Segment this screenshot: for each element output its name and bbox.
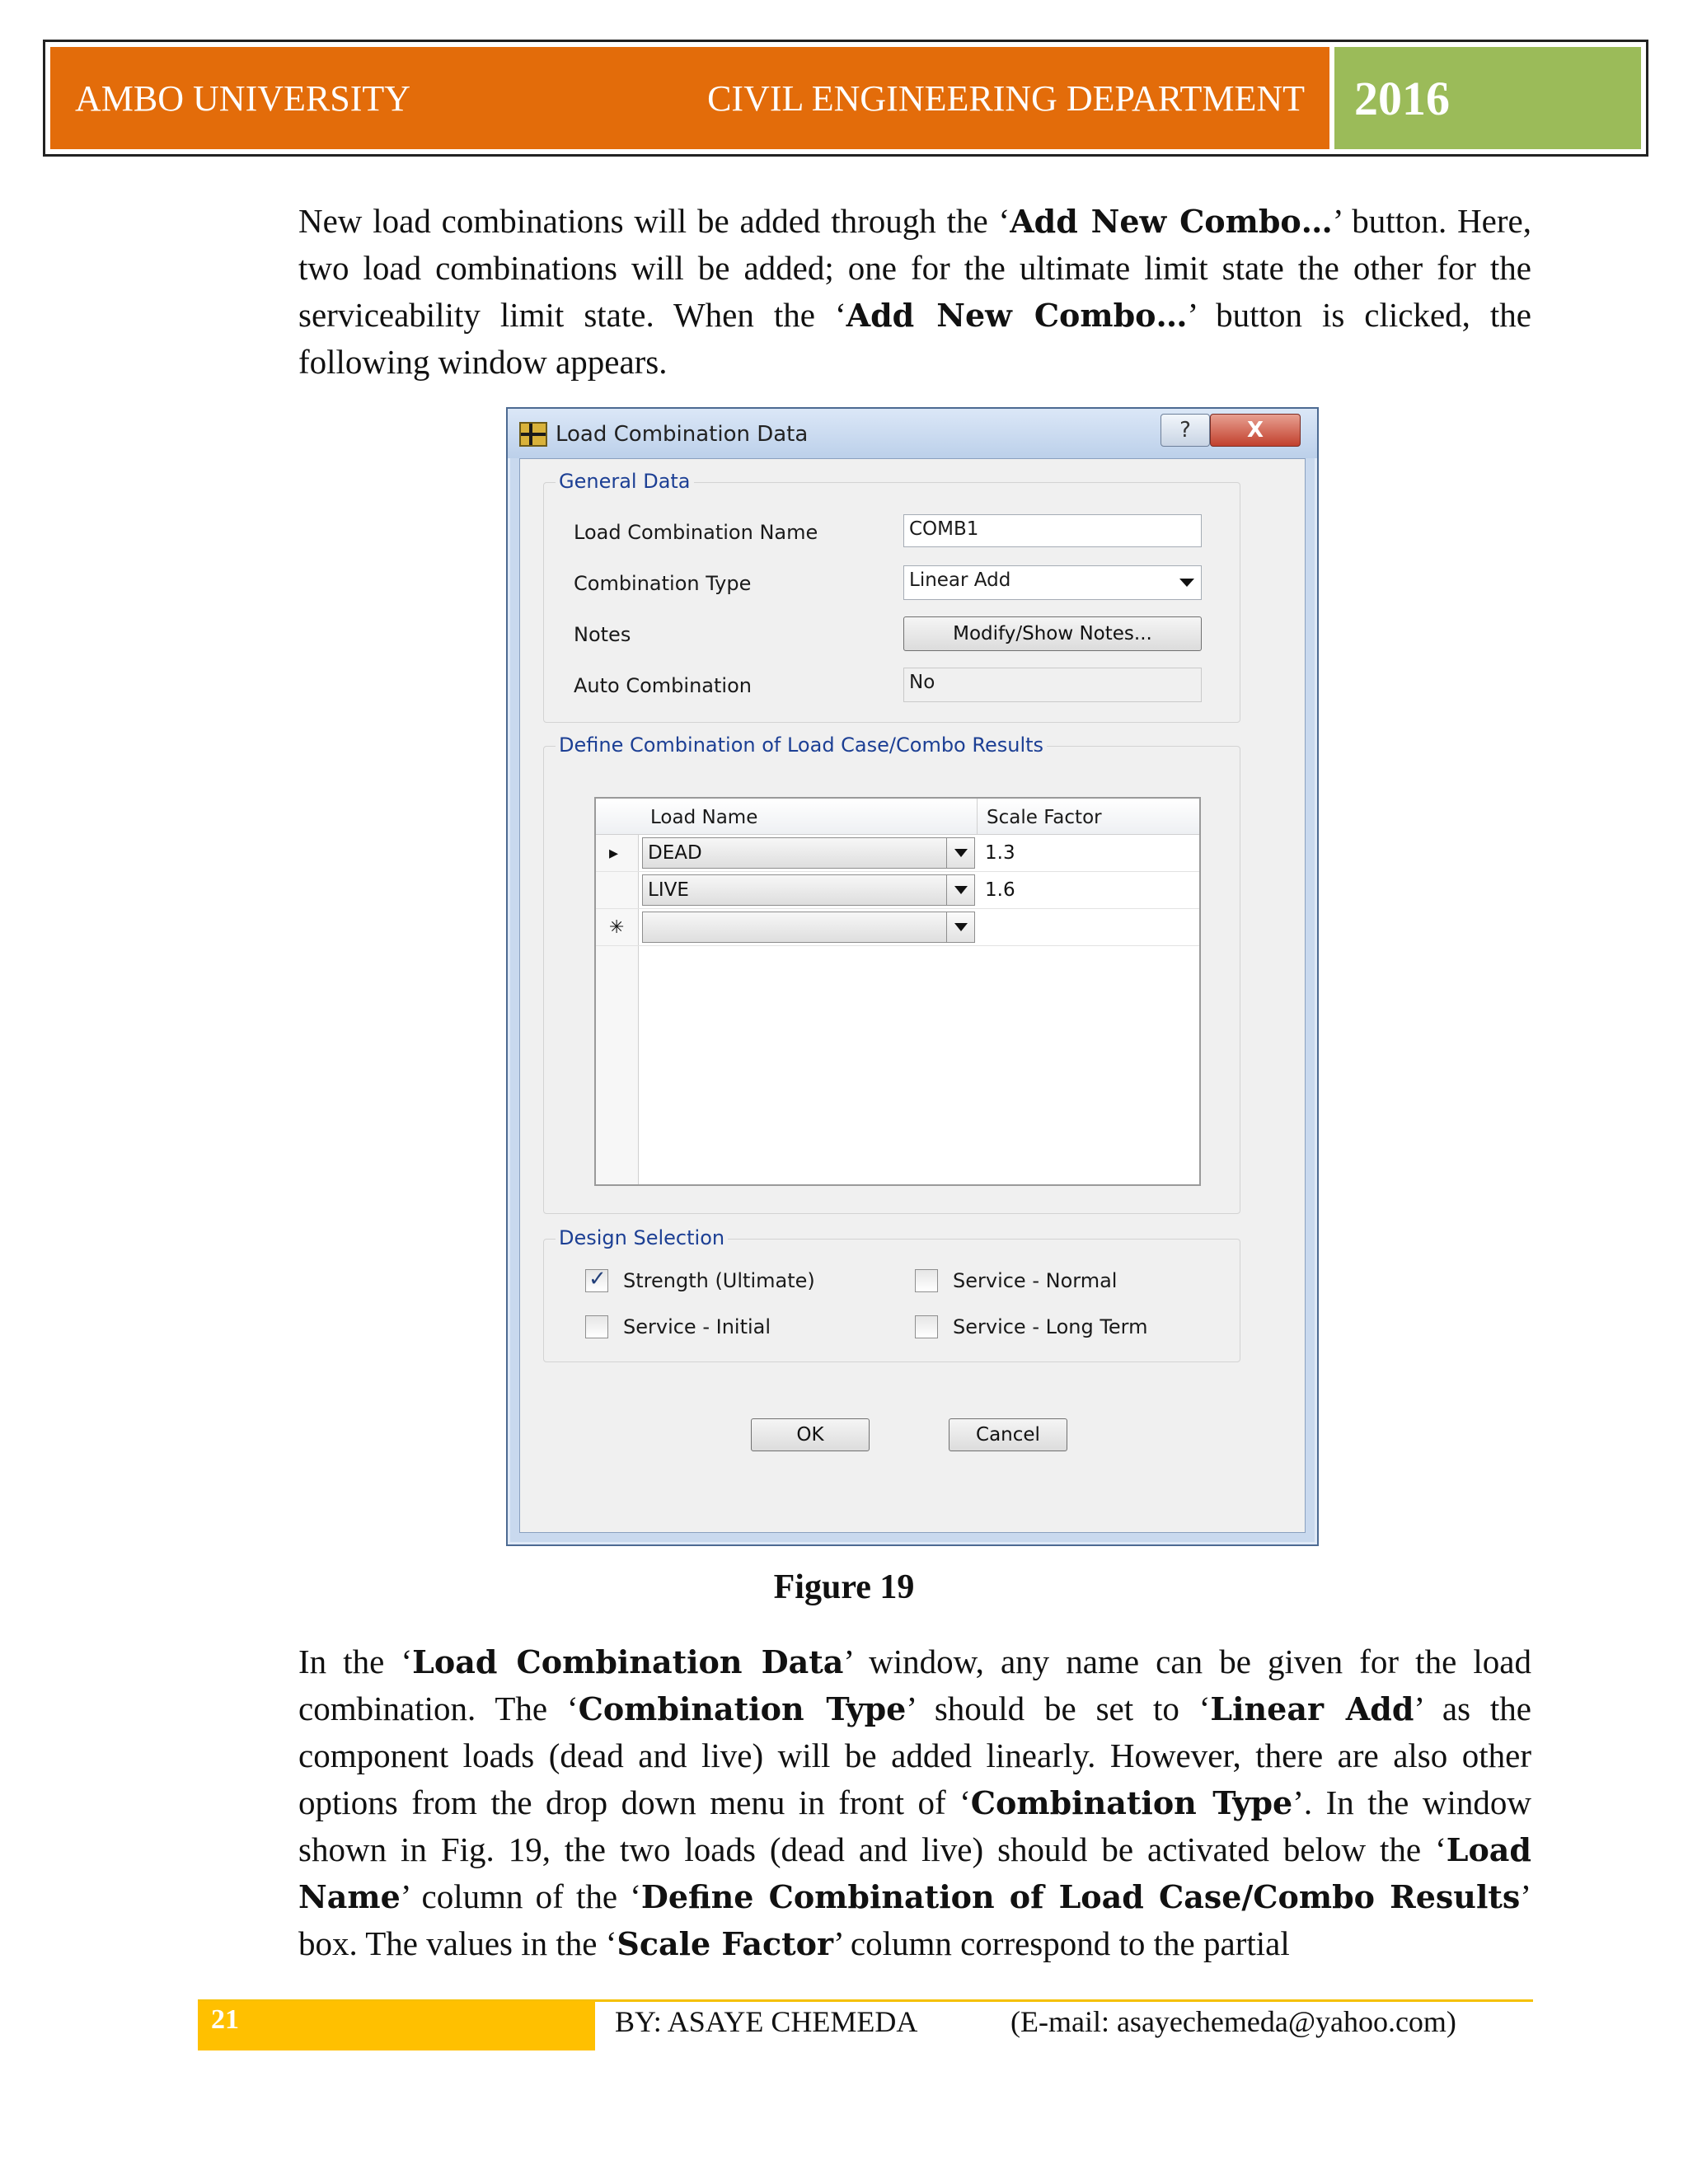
- close-button[interactable]: X: [1210, 414, 1301, 447]
- scale-factor-value[interactable]: 1.6: [985, 879, 1015, 901]
- text-run: ’ button is clicked, the following window appears.: [298, 296, 1532, 381]
- header-inner: [50, 47, 1641, 149]
- text-run: ’ column correspond to the partial: [833, 1924, 1290, 1962]
- modify-show-notes-button[interactable]: Modify/Show Notes...: [903, 616, 1202, 651]
- intro-paragraph: [298, 198, 1531, 386]
- service-long-term-checkbox[interactable]: [915, 1315, 938, 1338]
- design-selection-title: Design Selection: [556, 1226, 728, 1249]
- auto-combination-text: No: [909, 672, 935, 693]
- load-name-select[interactable]: [642, 837, 975, 869]
- text-run: New load combinations will be added through the ‘: [298, 202, 1010, 240]
- header-department: CIVIL ENGINEERING DEPARTMENT: [707, 77, 1305, 119]
- column-header-load-name[interactable]: Load Name: [650, 807, 758, 828]
- text-run: ’ button. Here, two load combinations will be added; one for the ultimate limit state the other for the serviceability limit state. When the ‘: [298, 202, 1531, 334]
- service-normal-checkbox[interactable]: [915, 1269, 938, 1292]
- text-run: ’ box. The values in the ‘: [298, 1877, 1531, 1962]
- notes-label: Notes: [574, 623, 631, 646]
- figure-caption: Figure 19: [773, 1568, 915, 1606]
- bold-run: Define Combination of Load Case/Combo Results: [640, 1878, 1521, 1915]
- combination-type-select[interactable]: [903, 565, 1202, 600]
- load-combination-name-input[interactable]: [903, 514, 1202, 547]
- header-year: 2016: [1354, 71, 1450, 125]
- dropdown-arrow-icon[interactable]: [946, 875, 974, 905]
- combination-type-value: Linear Add: [909, 569, 1011, 591]
- checkmark-icon: ✓: [588, 1267, 607, 1291]
- define-combination-title: Define Combination of Load Case/Combo Results: [556, 733, 1047, 757]
- page-number: 21: [198, 2001, 595, 2050]
- page-header: [43, 40, 1648, 157]
- auto-combination-label: Auto Combination: [574, 674, 752, 697]
- current-row-arrow-icon: ▸: [609, 843, 619, 864]
- strength-ultimate-label: Strength (Ultimate): [623, 1269, 815, 1292]
- help-button[interactable]: ?: [1160, 414, 1210, 447]
- dialog-client-area: [519, 458, 1306, 1533]
- general-data-title: General Data: [556, 470, 694, 493]
- text-run: ’ as the component loads (dead and live) will be added linearly. However, there are also other options from the drop down menu in front of ‘: [298, 1690, 1531, 1821]
- load-name-value: LIVE: [648, 879, 689, 901]
- dropdown-arrow-icon[interactable]: [946, 838, 974, 868]
- dropdown-arrow-icon: [1179, 579, 1194, 587]
- general-data-group: [543, 470, 1240, 723]
- grid-header: [596, 799, 1199, 835]
- service-initial-label: Service - Initial: [623, 1315, 771, 1338]
- footer-email: (E-mail: asayechemeda@yahoo.com): [1010, 2005, 1456, 2038]
- service-normal-label: Service - Normal: [953, 1269, 1118, 1292]
- scale-factor-value[interactable]: 1.3: [985, 842, 1015, 864]
- dropdown-arrow-icon[interactable]: [946, 912, 974, 942]
- column-header-scale-factor[interactable]: Scale Factor: [987, 807, 1102, 828]
- load-grid: [594, 797, 1201, 1186]
- load-combination-name-label: Load Combination Name: [574, 521, 818, 544]
- bold-run: Linear Add: [1210, 1690, 1414, 1727]
- load-name-select[interactable]: [642, 912, 975, 943]
- text-run: ’ column of the ‘: [400, 1877, 641, 1915]
- bold-run: Scale Factor: [617, 1925, 834, 1962]
- name-input-value: COMB1: [909, 518, 979, 540]
- text-run: ’. In the window shown in Fig. 19, the two loads (dead and live) should be activated below the ‘: [298, 1783, 1531, 1868]
- service-initial-checkbox[interactable]: [585, 1315, 608, 1338]
- load-combination-dialog: [506, 407, 1319, 1546]
- new-row-asterisk-icon: ✳: [609, 917, 625, 938]
- table-row[interactable]: [596, 835, 1199, 872]
- dialog-titlebar: [508, 409, 1317, 458]
- design-selection-group: [543, 1226, 1240, 1362]
- combination-type-label: Combination Type: [574, 572, 752, 595]
- bold-run: Add New Combo…: [1010, 203, 1333, 240]
- table-row-new[interactable]: [596, 909, 1199, 946]
- footer-author: BY: ASAYE CHEMEDA: [615, 2005, 918, 2038]
- load-name-select[interactable]: [642, 874, 975, 906]
- text-run: In the ‘: [298, 1643, 413, 1680]
- load-name-value: DEAD: [648, 842, 702, 864]
- bold-run: Combination Type: [970, 1784, 1293, 1821]
- bold-run: Load Name: [298, 1831, 1531, 1915]
- bold-run: Load Combination Data: [412, 1643, 844, 1680]
- app-grid-icon: [519, 422, 547, 447]
- service-long-term-label: Service - Long Term: [953, 1315, 1148, 1338]
- table-row[interactable]: [596, 872, 1199, 909]
- dialog-title: Load Combination Data: [556, 422, 809, 447]
- auto-combination-value: [903, 668, 1202, 702]
- bold-run: Add New Combo…: [846, 297, 1188, 334]
- header-university: AMBO UNIVERSITY: [75, 77, 410, 119]
- bold-run: Combination Type: [578, 1690, 907, 1727]
- body-paragraph: [298, 1638, 1531, 1967]
- column-separator: [977, 799, 978, 835]
- cancel-button[interactable]: Cancel: [949, 1418, 1067, 1451]
- header-orange-band: [50, 47, 1329, 149]
- text-run: ’ window, any name can be given for the load combination. The ‘: [298, 1643, 1531, 1727]
- strength-ultimate-checkbox[interactable]: [585, 1269, 608, 1292]
- text-run: ’ should be set to ‘: [906, 1690, 1211, 1727]
- ok-button[interactable]: OK: [751, 1418, 870, 1451]
- header-year-band: [1329, 47, 1641, 149]
